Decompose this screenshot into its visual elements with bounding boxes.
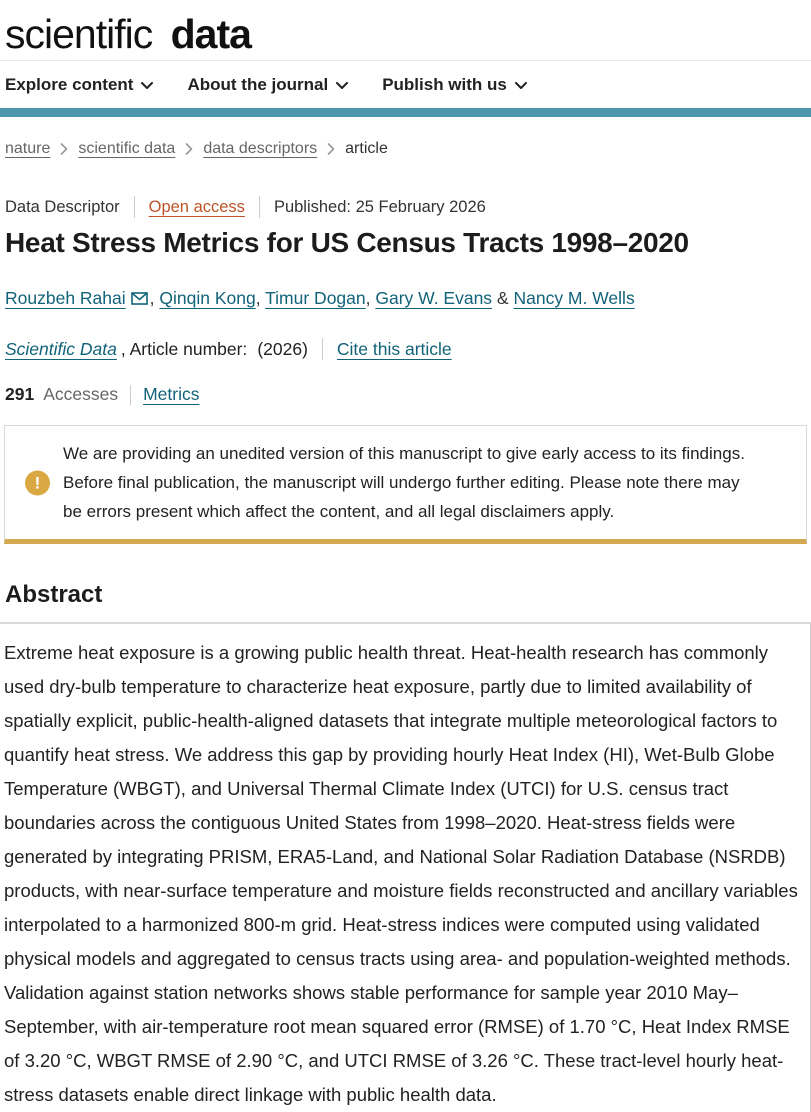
- breadcrumb-link-scientific-data[interactable]: scientific data: [78, 140, 176, 157]
- author-link-gary-w-evans[interactable]: Gary W. Evans: [375, 288, 493, 308]
- abstract-heading: Abstract: [5, 581, 103, 608]
- abstract-section: [0, 580, 811, 1112]
- accent-bar: [0, 108, 811, 117]
- cite-this-article-link[interactable]: Cite this article: [336, 338, 452, 359]
- article-title: Heat Stress Metrics for US Census Tracts 1998–2020: [5, 227, 689, 258]
- chevron-right-icon: [60, 143, 68, 155]
- journal-logo[interactable]: [5, 8, 805, 60]
- meta-divider: [134, 196, 135, 218]
- nav-publish-with-us-label: Publish with us: [382, 75, 507, 94]
- article-main: [0, 196, 811, 1112]
- metrics-row: [0, 384, 811, 405]
- metrics-divider: [130, 385, 131, 405]
- breadcrumb: [0, 140, 811, 158]
- article-type-label: Data Descriptor: [5, 197, 120, 216]
- warning-icon: !: [25, 470, 50, 495]
- chevron-down-icon: [515, 75, 527, 95]
- open-access-link[interactable]: Open access: [148, 197, 245, 216]
- journal-logo-bold: data: [170, 11, 251, 57]
- breadcrumb-link-data-descriptors[interactable]: data descriptors: [203, 140, 318, 157]
- abstract-body: [0, 622, 811, 1112]
- accesses-label: Accesses: [43, 384, 119, 404]
- nav-explore-content[interactable]: [5, 75, 153, 95]
- unedited-manuscript-notice: [4, 425, 807, 544]
- nav-publish-with-us[interactable]: [382, 75, 527, 95]
- citation-row: [0, 338, 811, 360]
- author-separator: ,: [149, 288, 160, 308]
- notice-text: We are providing an unedited version of this manuscript to give early access to its findings. Before final publication, the manuscript will undergo further editing. Please note there may be errors present which affect the content, and all legal disclaimers apply.: [63, 444, 745, 521]
- nav-about-the-journal-label: About the journal: [187, 75, 329, 94]
- chevron-down-icon: [141, 75, 153, 95]
- article-year: (2026): [257, 338, 308, 359]
- breadcrumb-current: article: [345, 140, 388, 157]
- chevron-right-icon: [327, 143, 335, 155]
- article-number-label: , Article number:: [120, 338, 248, 359]
- meta-divider: [259, 196, 260, 218]
- author-link-timur-dogan[interactable]: Timur Dogan: [265, 288, 366, 308]
- chevron-down-icon: [336, 75, 348, 95]
- author-list: [0, 288, 811, 310]
- author-separator: &: [492, 288, 514, 308]
- journal-link[interactable]: Scientific Data: [5, 338, 117, 359]
- citation-divider: [322, 338, 323, 360]
- abstract-text: Extreme heat exposure is a growing public health threat. Heat-health research has commonly used dry-bulb temperature to characterize heat exposure, partly due to limited availability of spatially explicit, public-health-aligned datasets that integrate multiple meteorological factors to quantify heat stress. We address this gap by providing hourly Heat Index (HI), Wet-Bulb Globe Temperature (WBGT), and Universal Thermal Climate Index (UTCI) for U.S. census tract boundaries across the contiguous United States from 1998–2020. Heat-stress fields were generated by integrating PRISM, ERA5-Land, and National Solar Radiation Database (NSRDB) products, with near-surface temperature and moisture fields reconstructed and ancillary variables interpolated to a harmonized 800-m grid. Heat-stress indices were computed using validated physical models and aggregated to census tracts using area- and population-weighted methods. Validation against station networks shows stable performance for sample year 2010 May–September, with air-temperature root mean squared error (RMSE) of 1.70 °C, Heat Index RMSE of 3.20 °C, WBGT RMSE of 2.90 °C, and UTCI RMSE of 3.26 °C. These tract-level hourly heat-stress datasets enable direct linkage with public health data.: [4, 642, 798, 1105]
- author-separator: ,: [365, 288, 376, 308]
- nav-explore-content-label: Explore content: [5, 75, 134, 94]
- author-separator: ,: [255, 288, 266, 308]
- author-link-qinqin-kong[interactable]: Qinqin Kong: [159, 288, 256, 308]
- nav-about-the-journal[interactable]: [187, 75, 348, 95]
- email-icon[interactable]: [131, 289, 148, 310]
- metrics-link[interactable]: Metrics: [143, 384, 200, 404]
- author-link-nancy-m-wells[interactable]: Nancy M. Wells: [513, 288, 635, 308]
- published-date: Published: 25 February 2026: [273, 197, 486, 216]
- accesses-count: 291: [5, 384, 35, 404]
- article-meta-row: [0, 196, 811, 218]
- chevron-right-icon: [185, 143, 193, 155]
- site-header: [0, 0, 811, 60]
- journal-logo-light: scientific: [5, 11, 153, 57]
- author-link-rouzbeh-rahai[interactable]: Rouzbeh Rahai: [5, 288, 126, 308]
- breadcrumb-link-nature[interactable]: nature: [5, 140, 51, 157]
- main-nav: [0, 61, 811, 108]
